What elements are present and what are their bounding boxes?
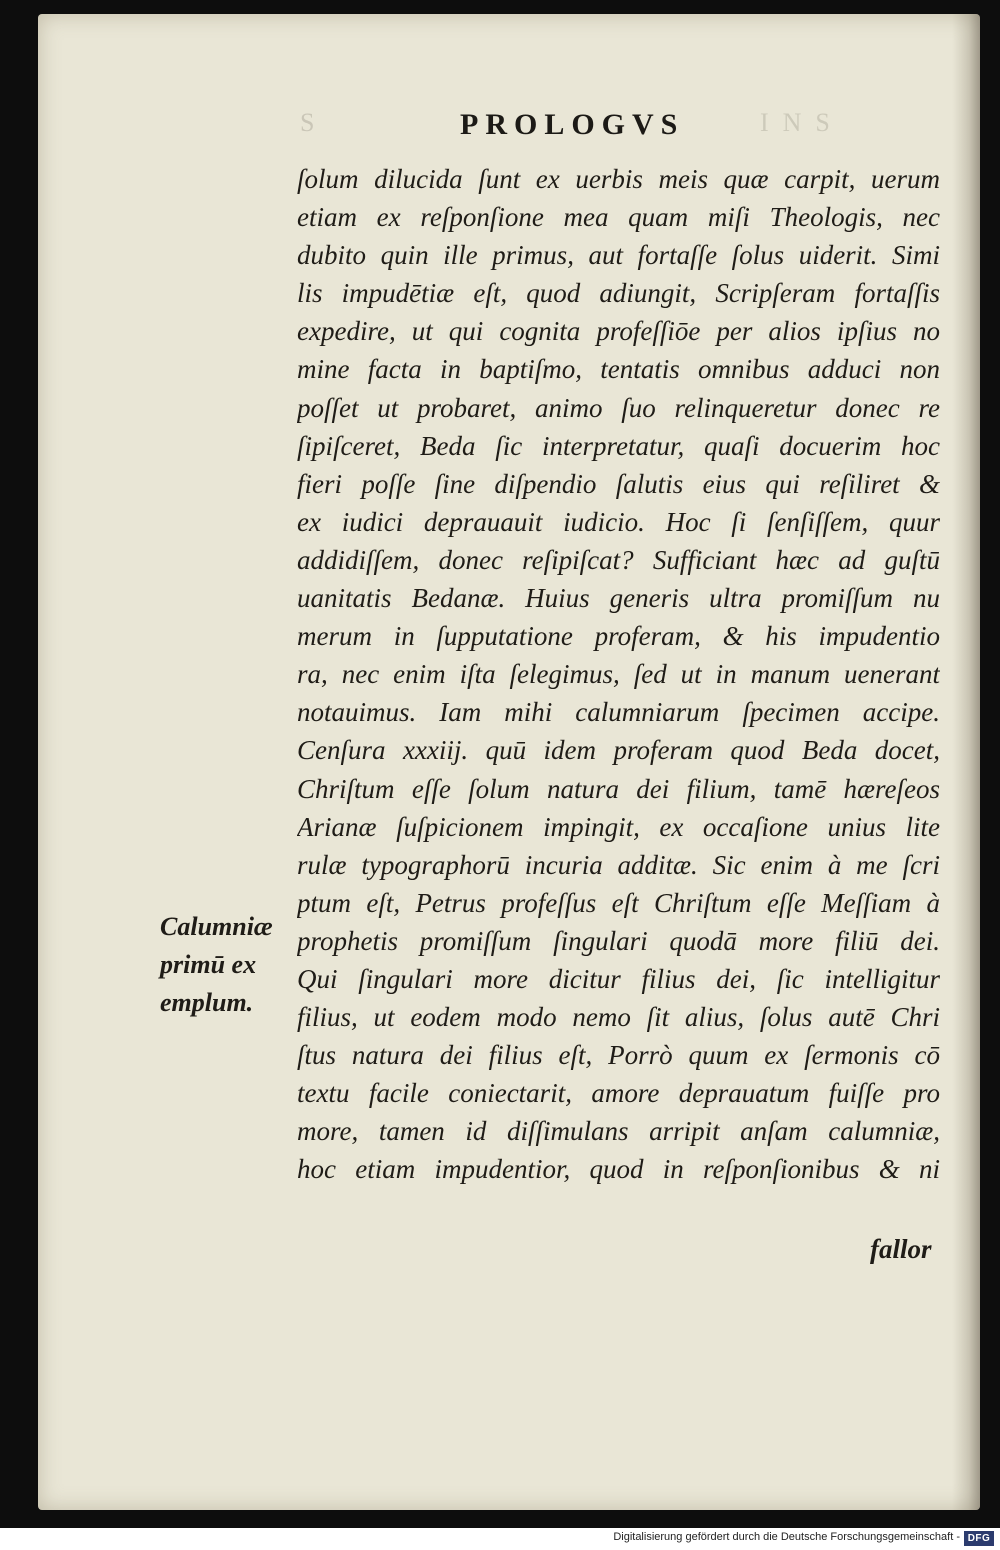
text-line: notauimus. Iam mihi calumniarum ſpecimen accipe. (297, 697, 940, 728)
text-line: ſtus natura dei filius eſt, Porrò quum ex ſermonis cō (297, 1040, 940, 1071)
text-line: filius, ut eodem modo nemo ſit alius, ſolus autē Chri (297, 1002, 940, 1033)
text-line: mine facta in baptiſmo, tentatis omnibus adduci non (297, 354, 940, 385)
text-line: ra, nec enim iſta ſelegimus, ſed ut in manum uenerant (297, 659, 940, 690)
text-line: prophetis promiſſum ſingulari quodā more filiū dei. (297, 925, 940, 956)
text-line: poſſet ut probaret, animo ſuo relinqueretur donec re (297, 392, 940, 423)
marginal-note (160, 908, 295, 1022)
text-line: expedire, ut qui cognita profeſſiōe per alios ipſius no (297, 316, 940, 347)
running-head-title: PROLOGVS (460, 108, 685, 141)
text-line: ſipiſceret, Beda ſic interpretatur, quaſi docuerim hoc (297, 430, 940, 461)
marginal-note-line: Calumniæ (160, 912, 273, 941)
show-through-text-left: S (300, 108, 329, 137)
text-line: ptum eſt, Petrus profeſſus eſt Chriſtum eſſe Meſſiam à (297, 887, 940, 918)
text-line: Cenſura xxxiij. quū idem proferam quod Beda docet, (297, 735, 940, 766)
marginal-note-line: primū ex (160, 950, 257, 979)
footer-bar (0, 1528, 1000, 1550)
text-line: uanitatis Bedanæ. Huius generis ultra promiſſum nu (297, 583, 940, 614)
text-line: Qui ſingulari more dicitur filius dei, ſic intelligitur (297, 963, 940, 994)
text-line: addidiſſem, donec reſipiſcat? Sufficiant hæc ad guſtū (297, 544, 940, 575)
marginal-note-line: emplum. (160, 988, 254, 1017)
funding-credit: Digitalisierung gefördert durch die Deutsche Forschungsgemeinschaft - (613, 1531, 960, 1543)
text-line: textu facile coniectarit, amore deprauatum fuiſſe pro (297, 1078, 940, 1109)
text-line: merum in ſupputatione proferam, & his impudentio (297, 621, 940, 652)
text-line: rulæ typographorū incuria additæ. Sic enim à me ſcri (297, 849, 940, 880)
catchword: fallor (870, 1234, 932, 1264)
text-line: dubito quin ille primus, aut fortaſſe ſolus uiderit. Simi (297, 240, 940, 271)
page-gutter-shadow (952, 14, 980, 1510)
main-text-block (297, 160, 940, 1189)
text-line: Chriſtum eſſe ſolum natura dei filium, tamē hæreſeos (297, 773, 940, 804)
running-head (300, 108, 940, 148)
text-line: ſolum dilucida ſunt ex uerbis meis quæ carpit, uerum (297, 164, 940, 194)
text-line: more, tamen id diſſimulans arripit anſam calumniæ, (297, 1116, 940, 1147)
text-line: Arianæ ſuſpicionem impingit, ex occaſione unius lite (297, 811, 940, 842)
show-through-text-right: INS (760, 108, 844, 137)
text-line: hoc etiam impudentior, quod in reſponſionibus & ni (297, 1154, 940, 1185)
text-line: fieri poſſe ſine diſpendio ſalutis eius qui reſiliret & (297, 468, 940, 499)
text-line: ex iudici deprauauit iudicio. Hoc ſi ſenſiſſem, quur (297, 506, 940, 537)
dfg-logo: DFG (964, 1531, 994, 1546)
text-line: lis impudētiæ eſt, quod adiungit, Scripſeram fortaſſis (297, 278, 940, 309)
text-line: etiam ex reſponſione mea quam miſi Theologis, nec (297, 202, 940, 233)
